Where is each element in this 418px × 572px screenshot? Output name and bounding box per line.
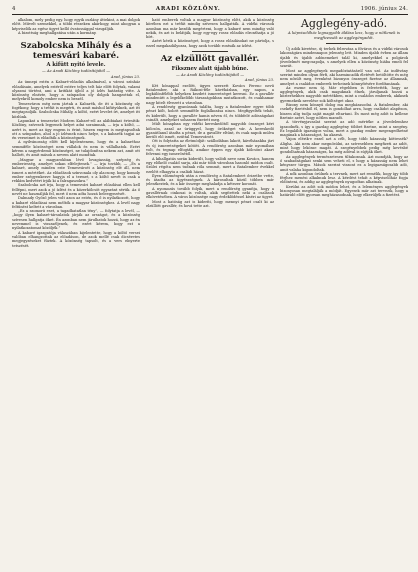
column-2 [146, 18, 274, 566]
col1-article-source: — Az Aradi Közlöny tudósítójától — [41, 68, 111, 74]
col1-paragraph: Az ünnepi estén a Kabaré-előadás alkalmával, a városi színház előadásain, amelyek estéről estére teljes telt ház előtt folytak, valami olyasmi történt, ami a kritikát újból a jó ízlés határáig vitte. A közönség elnézte, hogy a színpadon oly dolgok hangzottak el, melyekről komoly ember nem is beszél. [12, 80, 140, 102]
col2-paragraph: A rendőrség gyanúsnak találta, hogy a fiatalember egyre több pénzt költ, holott semmiféle foglalkozása nincs. Megfigyelték tehát, és kiderült, hogy a gavallér hamis néven él, és többfelé adósságokat csinált, amelyeket sohasem fizetett meg. [146, 105, 274, 122]
col1-paragraph: A nyilvánosság előtt kell kijelentenem, hogy én a kabaréhoz semmiféle közösséget nem vállalok és nem is vállalhatok. Ezért kérem a nagyérdemű közönséget, ne tulajdonítsa nekem azt, amit ott hallott, és amit mások a nevem alatt mondtak. [12, 140, 140, 158]
col1-paragraph: Lapunkat a temesvári Modern Kabaré-ról az alábbiakat értesítik: Közlöny, szívesek legyenek helyet adni soraimnak, — írja a költő, — azért is, mert az ügy engem is érint, hiszen engem is megtapsoltak ott a színpadon, ahol a jó ízlésnek nincs helye, s a kabarék tagjai az én verseimet is előadták a közönségnek. [12, 118, 140, 141]
col1-article-subtitle: A kifütt nyitó levele. [46, 62, 106, 69]
col1-paragraph: Temesváron még nem jártak a Kabarék, de itt a közönség oly fogékony, hogy a tréfát is megérti, és amit máshol kifütyülnek, azt itt megtapsolják. Szabolcska Mihály, a költő, ezért levelet írt, amelyet itt közlünk. [12, 101, 140, 119]
col2-paragraph: Ilyen előzmények után a rendőrség a fiatalembert őrizetbe vette, és átadta az ügyészségnek. A károsultak közül többen már jelentkeztek, és a kár összege meghaladja a kétezer koronát. [146, 173, 274, 187]
col3-separator [326, 43, 362, 44]
col2-article-title: Az elzüllött gavallér. [160, 54, 260, 65]
col3-paragraph: Vajon elérik-e ezzel azt a célt, hogy több házasság köttessék? Aligha. Aki nem akar megnősülni, az szívesebben megfizeti az adót, mint hogy lekösse magát. A szegényebbek pedig még kevésbé gondolhatnak házasságra, ha még adóval is sújtják őket. [280, 137, 408, 155]
col2-intro-1: Azért kérik a közönséget, hogy a rossz előadásokat ne pártolja, s ezzel megakadályozza, hogy azok tovább rontsák az ízlést. [146, 39, 274, 48]
columns [12, 18, 408, 566]
col1-paragraph: „Magyar a magyarokban lévő lovagiasság, szépség és emberiesség, amelyet sokan elfelejtenek.” — írja tovább, — „És a kabaré, amely minden este Temesvárott a közönség elé áll, nem ismeri a mértéket. Az előadások színvonala oly alacsony, hogy komoly ember szégyenkezve hagyja el a termet, s a költő nevét is csak a reklám kedvéért írják ki a falragaszokra.” [12, 157, 140, 184]
column-1 [12, 18, 140, 566]
col2-paragraph: Most a hatóság azt is kideríti, hogy mennyi pénzt csalt ki az elzüllött gavallér, és hová tette azt. [146, 199, 274, 208]
col1-paragraph: A kabaré igazgatója válaszában kijelentette, hogy a költő versei valóban elhangzottak az előadáson, de azok mellé csak dicséretes megjegyzéseket fűztek. A közönség tapsolt, és a vers elnyerte tetszését. [12, 230, 140, 248]
col2-paragraph: A kihallgatás során kiderült, hogy valódi neve nem Kovács, hanem egy előkelő család sarja, aki már több városban hasonló módon csalt. Szülei régóta nem tudnak róla semmit, mert a fiatalember évekkel ezelőtt elhagyta a családi házat. [146, 156, 274, 174]
col3-paragraph: Az agglegények természetesen tiltakoznak. Azt mondják, hogy az ő szabadságukat senki sem veheti el, s hogy a házasság nem lehet kényszer tárgya. Mások szerint viszont ez a legigazságosabb adó, amit valaha kigondoltak. [280, 154, 408, 172]
publication-name: ARADI KÖZLÖNY. [155, 6, 221, 12]
page-header [12, 6, 408, 12]
issue-date: 1906. június 24. [360, 6, 408, 12]
col3-paragraph: A nők azonban örülnek a tervnek, mert azt remélik, hogy így több férjhez menési alkalmuk lesz. A kérdést tehát a képviselőház fogja eldönteni, és addig az agglegények nyugodtan alhatnak. [280, 171, 408, 185]
col3-paragraph: Kerülni az adót sok módon lehet, és a leleményes agglegények bizonyosan megtalálják a módját. Egyesek már azt tervezik, hogy a határidő előtt gyorsan megházasodnak, hogy elkerüljék a fizetést. [280, 184, 408, 198]
col1-paragraph: Szabolcska azt írja, hogy a temesvári kabaré előadásai ellen kell fellépni, mert azok a jó ízlést és a közerkölcsöt egyaránt sértik. Az ő nevét ne használják fel, mert ő nem adta hozzá beleegyezését. [12, 183, 140, 196]
col1-intro-1: A bizottság meghallgatása után a kormány. [18, 30, 97, 35]
col2-paragraph: A nyomozás tovább folyik, mert a rendőrség gyanítja, hogy a gavallérnak cinkosai is voltak, akik segítettek neki a csalások elkövetésében. A város közönsége nagy érdeklődéssel kíséri az ügyet. [146, 186, 274, 200]
col3-paragraph: Új adók kivetése, új terhek felrovása a főváros és a vidéki városok lakosságára mindennapos jelenség lett. Minden újabb évben az állam újabb és újabb adónemeket talál ki, amelyekkel a polgárok jövedelmét megcsapolja, s amelyek ellen a közönség hiába emeli fel szavát. [280, 47, 408, 69]
col1-article-dateline: Arad, június 23. [111, 74, 140, 79]
col2-intro-0: ható emberek voltak a magyar közönség előtt, akik a közönség körében ezt a tréfát mindig szívesen hallgatták. A vidéki városok azonban ma már kezdik megérteni, hogy a kabaré nem mindig való nekik, és azt is belátják, hogy egy-egy rossz előadás elronthatja a jó hírt. [146, 18, 274, 40]
col2-paragraph: Múlt hónapban egy vidéki kereskedőtől nagyobb összeget kért kölcsön, azzal az ürüggyel, hogy örökséget vár. A kereskedő gyanútlanul átadta a pénzt, de a gavallér eltűnt, és csak napok múlva került elő ismét, ezúttal Temesvárott. [146, 122, 274, 140]
col2-paragraph: Két hónappal ezelőtt, ügyes szerzett Kovács Ferenc nevű fiatalember, aki a Rákosi-féle kávéházban, egy napon, a legkülönfélébb helyeken kezdett ismeretséget keresni. Ez a gavallér mindenütt a legelőkelőbb társaságokban mutatkozott, és csakhamar nagy hitelt élvezett a városban. [146, 83, 274, 105]
col1-separator [58, 38, 94, 39]
col2-paragraph: Ott is folytatta az életmódját: szállodában lakott, kávéházakba járt és új ismeretségeket kötött. A rendőrség azonban már nyomában volt, és tegnap elfogták, amikor éppen egy újabb kölcsönt akart felvenni egy ismerősétől. [146, 139, 274, 157]
col3-paragraph: Az eszme nem új. Már régebben is felvetették, hogy az agglegények, akik csak maguknak élnek, járuljanak hozzá a közterhekhez nagyobb mértékben, mint a családos emberek, akiknek gyermekeik nevelése sok költséget okoz. [280, 85, 408, 103]
column-3 [280, 18, 408, 566]
col3-article-subtitle: A képviselőház legnagyobb áldása lesz, hogy a nőtlenek is megfizessék az agglegényadót. [288, 30, 400, 40]
col2-article-subtitle: Fiksznev alatt újabb bűne. [171, 65, 249, 72]
col2-article-source: — Az Aradi Közlöny tudósítójától — [175, 71, 245, 77]
page-number: 4 [12, 6, 16, 12]
header-rule [12, 14, 408, 15]
col1-paragraph: „Ez a szomorú eset, a tagadhatatlan tény”, — folytatja a levél, — „hogy ilyen kabaré-társulatok járják az országot, és a közönség szívesen hallgatja őket. Én azonban nem járulhatok hozzá, hogy az én nevemmel is visszaéljenek, és ezért kérem, hogy ezt a nyilatkozatomat közöljék.” [12, 209, 140, 231]
col3-paragraph: Most az agglegények megadóztatásáról van szó. Az indítvány szerint minden olyan férfi, aki harmincadik életévét betöltötte és még nem nősült meg, évenként bizonyos összeget fizetne az államnak, amelyet a családos emberek terheinek könnyítésére fordítanának. [280, 68, 408, 86]
col3-article-title: Agglegény-adó. [300, 18, 388, 30]
col1-article-title: Szabolcska Mihály és a temesvári kabaré. [20, 41, 132, 61]
col3-paragraph: Bizony nem könnyű dolog ma megházasodni. A fiatalember, aki csekély fizetésből él, nem is gondolhat arra, hogy családot alapítson, hiszen alig tudja saját magát eltartani. És most még adót is kellene fizetnie azért, hogy nőtlen maradt. [280, 103, 408, 120]
col1-intro-0: alkalom, mely pedig egy. hogy egyik oszlány áttekint, a mai dolgok előtt. Művelt szemekkel, a többi részeken akárhogy, mint ahogyan a képviselők az egész ügyet kellő óvatossággal vizsgálják. [12, 18, 140, 31]
col3-paragraph: A törvényjavaslat szerint az adó mértéke a jövedelemhez igazodnék, s így a gazdag agglegény többet fizetne, mint a szegény. Ez legalább igazságos volna, mert a gazdag ember megengedhetné magának a házasságot, ha akarná. [280, 120, 408, 138]
col2-article-dateline: Arad, június 23. [245, 78, 274, 83]
col1-paragraph: Dalmady Győző jelen volt azon az estén, és ő is nyilatkozott, hogy a kabaré előadásai nem méltók a magyar közönséghez. A levél nagy feltűnést keltett a városban. [12, 196, 140, 209]
col2-separator [192, 51, 228, 52]
